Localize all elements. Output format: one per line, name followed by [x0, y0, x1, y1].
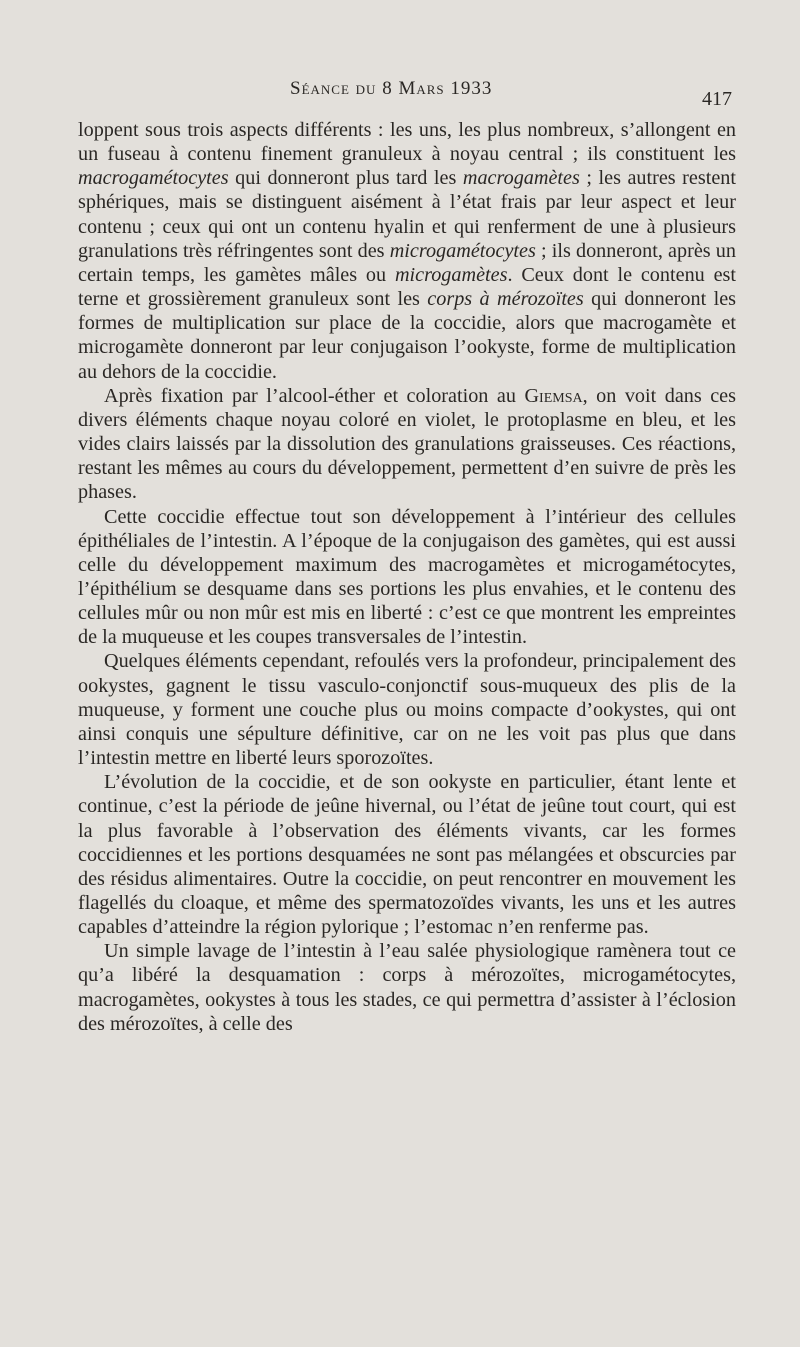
running-title-prefix: Séance du — [290, 78, 383, 99]
running-title-month: Mars — [392, 78, 451, 99]
page-header — [0, 78, 800, 108]
paragraph-6 — [78, 939, 736, 1036]
italic-term: macrogamétocytes — [78, 167, 229, 190]
paragraph-2 — [78, 384, 736, 505]
text-run: qui donneront les formes de multiplication sur place de la coccidie, alors que macrogamète et microgamète donneront par leur conjugaison l’ookyste, forme de multiplication au dehors de la coccidie. — [78, 288, 737, 383]
italic-term: macrogamètes — [462, 167, 580, 190]
text-run: loppent sous trois aspects différents : les uns, les plus nombreux, s’allongent en un fuseau à contenu finement granuleux à noyau central ; ils constituent les — [78, 119, 736, 166]
running-title-year: 1933 — [450, 78, 493, 99]
text-run: Un simple lavage de l’intestin à l’eau salée physiologique ramènera tout ce qu’a libéré la desquamation : corps à mérozoïtes, microgamétocytes, macrogamètes, ookystes à tous les stades, ce qui permettra d’assister à l’éclosion des mérozoïtes, à celle des — [78, 940, 736, 1035]
text-run: qui donneront plus tard les — [228, 167, 463, 190]
text-run: , on voit dans ces divers éléments chaque noyau coloré en violet, le protoplasme en bleu, et les vides clairs laissés par la dissolution des granulations graisseuses. Ces réactions, restant les mêmes au cours du développement, permettent d’en suivre de près les phases. — [78, 384, 736, 504]
small-caps-name: Giemsa — [524, 384, 583, 407]
running-title — [290, 78, 492, 100]
text-run: ; les autres restent sphériques, mais se distinguent aisément à l’état frais par leur aspect et leur contenu ; ceux qui ont un contenu hyalin et qui renferment de une à plusieurs granulations très réfringentes sont des — [78, 167, 736, 262]
body-text — [78, 118, 736, 1036]
text-run: Après fixation par l’alcool-éther et coloration au — [104, 384, 525, 407]
paragraph-3 — [78, 505, 736, 650]
text-run: Cette coccidie effectue tout son développement à l’intérieur des cellules épithéliales de l’intestin. A l’époque de la conjugaison des gamètes, qui est aussi celle du développement maximum des macrogamètes et microgamétocytes, l’épithélium se desquame dans ses portions les plus envahies, et le contenu des cellules mûr ou non mûr est mis en liberté : c’est ce que montrent les empreintes de la muqueuse et les coupes transversales de l’intestin. — [78, 505, 736, 649]
italic-term: corps à mérozoïtes — [427, 288, 584, 311]
text-run: Quelques éléments cependant, refoulés vers la profondeur, principalement des ookystes, gagnent le tissu vasculo-conjonctif sous-muqueux des plis de la muqueuse, y forment une couche plus ou moins compacte d’ookystes, qui ont ainsi conquis une sépulture définitive, car on ne les voit pas plus que dans l’intestin mettre en liberté leurs sporozoïtes. — [78, 650, 736, 770]
page-number: 417 — [702, 88, 732, 110]
text-run: L’évolution de la coccidie, et de son ookyste en particulier, étant lente et continue, c’est la période de jeûne hivernal, ou l’état de jeûne tout court, qui est la plus favorable à l’observation des éléments vivants, car les formes coccidiennes et les portions desquamées ne sont pas mélangées et obscurcies par des résidus alimentaires. Outre la coccidie, on peut rencontrer en mouvement les flagellés du cloaque, et même des spermatozoïdes vivants, les uns et les autres capables d’atteindre la région pylorique ; l’estomac n’en renferme pas. — [78, 771, 736, 939]
paragraph-1 — [78, 118, 736, 384]
text-run: ; ils donneront, après un certain temps, les gamètes mâles ou — [78, 239, 736, 286]
text-run: . Ceux dont le contenu est terne et grossièrement granuleux sont les — [78, 263, 736, 311]
italic-term: microgamètes — [394, 263, 508, 286]
italic-term: microgamétocytes — [389, 239, 536, 262]
running-title-day: 8 — [382, 78, 393, 99]
paragraph-4 — [78, 649, 736, 770]
paragraph-5 — [78, 770, 736, 939]
